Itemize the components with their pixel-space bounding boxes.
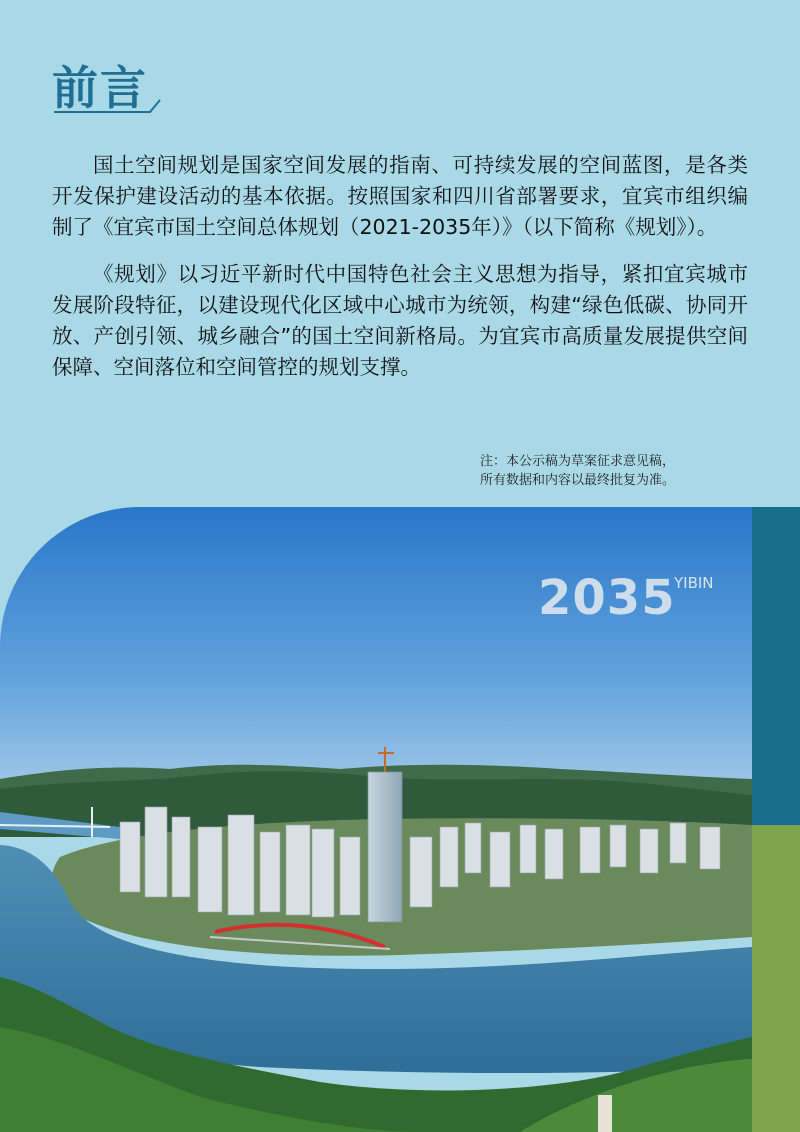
- paragraph-1: 国土空间规划是国家空间发展的指南、可持续发展的空间蓝图，是各类开发保护建设活动的基本依据。按照国家和四川省部署要求，宜宾市组织编制了《宜宾市国土空间总体规划（2021-2035年）》（以下简称《规划》）。: [52, 153, 748, 239]
- city-label: YIBIN: [674, 574, 714, 592]
- title-underline-decoration: [52, 92, 162, 116]
- paragraph-2: 《规划》以习近平新时代中国特色社会主义思想为指导，紧扣宜宾城市发展阶段特征，以建设现代化区域中心城市为统领，构建“绿色低碳、协同开放、产创引领、城乡融合”的国土空间新格局。为宜宾市高质量发展提供空间保障、空间落位和空间管控的规划支撑。: [52, 262, 748, 379]
- side-bar-blue: [752, 507, 800, 825]
- preface-body: [52, 150, 748, 399]
- side-bar-green: [752, 825, 800, 1132]
- note-line-1: 注：本公示稿为草案征求意见稿，: [480, 454, 676, 469]
- year-label: 2035: [538, 570, 676, 626]
- note-line-2: 所有数据和内容以最终批复为准。: [480, 473, 676, 488]
- page-title: 前言: [52, 61, 148, 115]
- draft-note: [480, 452, 740, 490]
